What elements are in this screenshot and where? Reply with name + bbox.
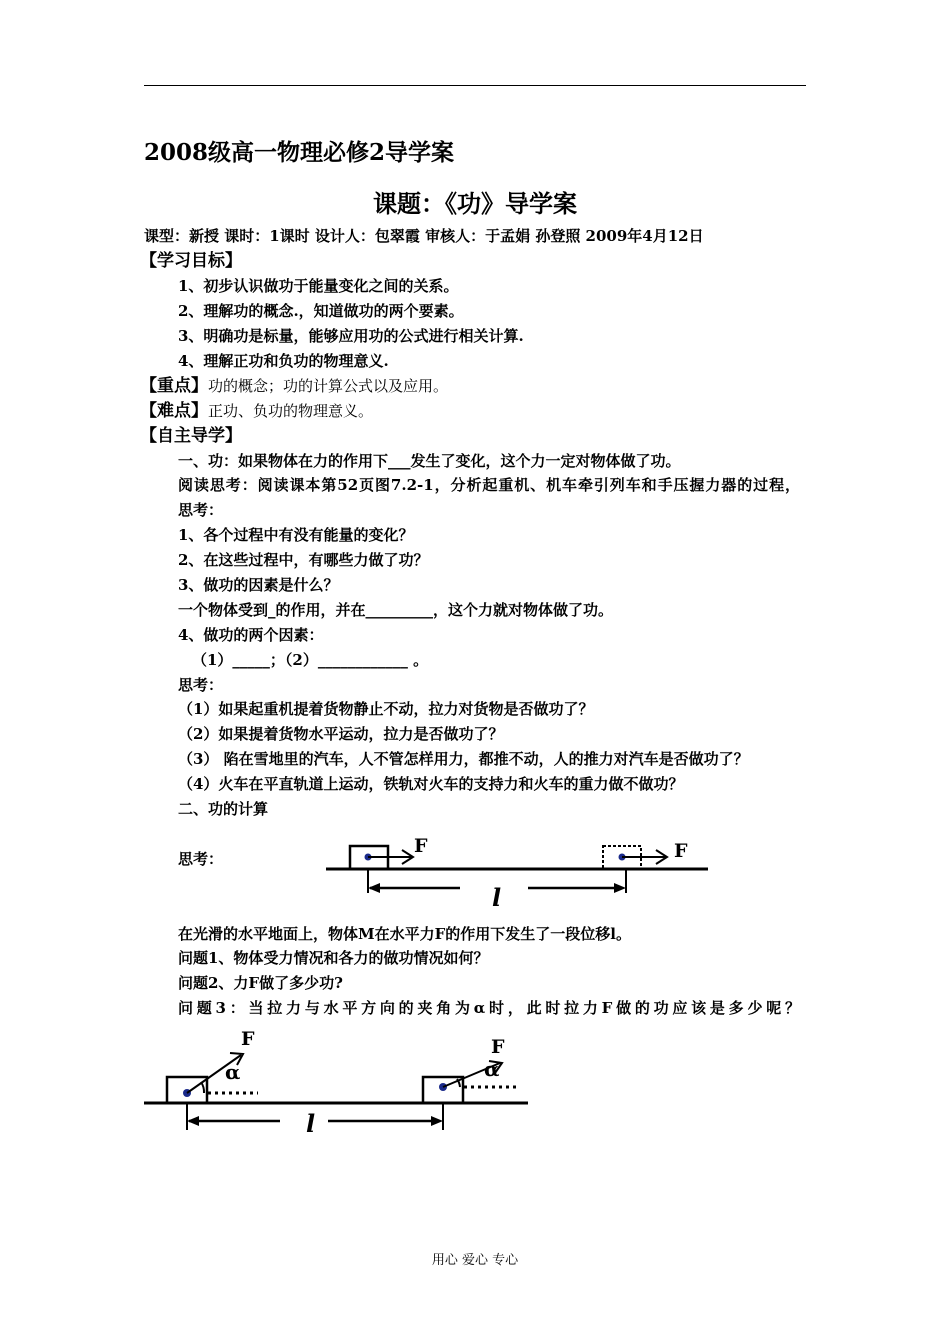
key-points — [140, 375, 448, 397]
angle-label: α — [225, 1060, 241, 1084]
question: 2、在这些过程中，有哪些力做了功？ — [178, 551, 429, 569]
fill-blank: 一个物体受到_的作用，并在_________，这个力就对物体做了功。 — [178, 601, 614, 619]
key-points-text: 功的概念；功的计算公式以及应用。 — [208, 377, 449, 395]
lesson-meta: 课型：新授 课时：1课时 设计人：包翠霞 审核人：于孟娟 孙登照 2009年4月12日 — [144, 227, 704, 245]
angle-label: α — [484, 1057, 500, 1081]
goal-item: 4、理解正功和负功的物理意义. — [178, 352, 389, 370]
question: 3、做功的因素是什么？ — [178, 576, 339, 594]
problem: 问题3：当拉力与水平方向的夹角为α时，此时拉力F做的功应该是多少呢？ — [178, 999, 800, 1017]
question: 4、做功的两个因素： — [178, 626, 324, 644]
think-item: （3） 陷在雪地里的汽车，人不管怎样用力，都推不动，人的推力对汽车是否做功了？ — [178, 750, 749, 768]
displacement-label: l — [492, 883, 502, 912]
problem: 问题2、力F做了多少功? — [178, 974, 343, 992]
force-label: F — [241, 1028, 255, 1050]
figure-horizontal-force — [320, 828, 720, 914]
problem: 问题1、物体受力情况和各力的做功情况如何？ — [178, 949, 489, 967]
difficulties-label: 【难点】 — [140, 401, 208, 421]
lesson-title: 课题：《功》导学案 — [373, 189, 577, 218]
force-label: F — [674, 840, 688, 862]
force-label: F — [491, 1036, 505, 1058]
reading-think: 思考： — [178, 501, 224, 519]
difficulties-text: 正功、负功的物理意义。 — [208, 402, 374, 420]
part1-definition: 一、功：如果物体在力的作用下___发生了变化，这个力一定对物体做了功。 — [178, 452, 681, 470]
goals-heading: 【学习目标】 — [140, 251, 242, 271]
doc-title: 2008级高一物理必修2导学案 — [144, 139, 455, 166]
question: 1、各个过程中有没有能量的变化？ — [178, 526, 414, 544]
footer-text: 用心 爱心 专心 — [431, 1253, 519, 1268]
key-points-label: 【重点】 — [140, 376, 208, 396]
think-item: （2）如果提着货物水平运动，拉力是否做功了？ — [178, 725, 504, 743]
figure-angled-force — [140, 1022, 540, 1140]
displacement-label: l — [306, 1109, 316, 1138]
difficulties — [140, 400, 373, 422]
goal-item: 3、明确功是标量，能够应用功的公式进行相关计算. — [178, 327, 524, 345]
think2-label: 思考： — [178, 850, 224, 868]
force-label: F — [414, 835, 428, 857]
header-rule — [144, 85, 806, 86]
goal-item: 1、初步认识做功于能量变化之间的关系。 — [178, 277, 459, 295]
part2-heading: 二、功的计算 — [178, 800, 269, 818]
goal-item: 2、理解功的概念.，知道做功的两个要素。 — [178, 302, 464, 320]
think-item: （4）火车在平直轨道上运动，铁轨对火车的支持力和火车的重力做不做功？ — [178, 775, 684, 793]
scenario: 在光滑的水平地面上，物体M在水平力F的作用下发生了一段位移l。 — [178, 925, 631, 943]
think-item: （1）如果起重机提着货物静止不动，拉力对货物是否做功了？ — [178, 700, 594, 718]
think-label: 思考： — [178, 676, 224, 694]
reading-instruction: 阅读思考：阅读课本第52页图7.2-1，分析起重机、机车牵引列车和手压握力器的过程， — [178, 476, 800, 494]
guide-heading: 【自主导学】 — [140, 426, 242, 446]
fill-blank: （1）_____；（2）____________ 。 — [192, 651, 429, 669]
